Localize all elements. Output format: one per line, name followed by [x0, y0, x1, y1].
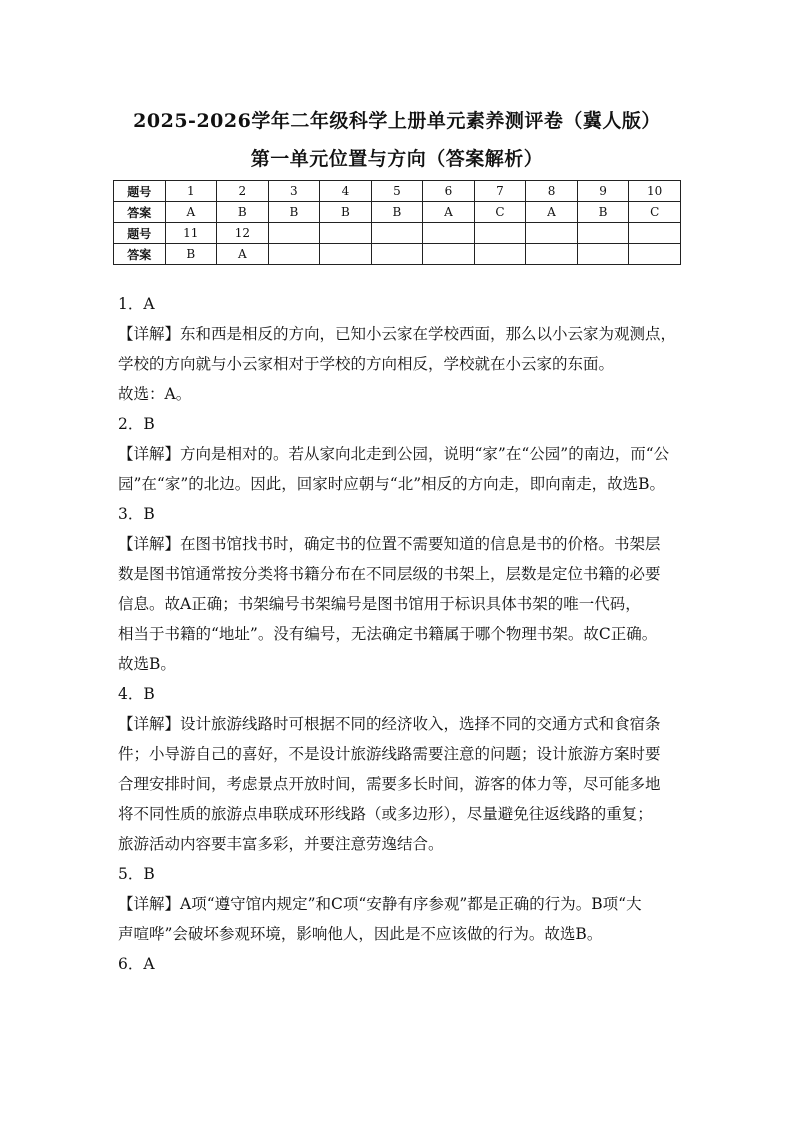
table-cell: 9: [577, 181, 629, 202]
table-cell: 1: [165, 181, 217, 202]
table-row: [114, 223, 681, 244]
table-cell: [371, 223, 423, 244]
explanation-line: 【详解】方向是相对的。若从家向北走到公园，说明“家”在“公园”的南边，而“公: [118, 445, 670, 463]
table-row: [114, 202, 681, 223]
table-cell: [526, 244, 578, 265]
table-cell: [423, 244, 475, 265]
explanation-line: 件；小导游自己的喜好，不是设计旅游线路需要注意的问题；设计旅游方案时要: [118, 745, 661, 763]
table-cell: 7: [474, 181, 526, 202]
explanation-line: 合理安排时间，考虑景点开放时间，需要多长时间，游客的体力等，尽可能多地: [118, 775, 661, 793]
table-cell: [526, 223, 578, 244]
table-cell: [268, 244, 320, 265]
table-cell: 题号: [114, 223, 166, 244]
question-number: 5．B: [118, 865, 155, 883]
question-number: 2．B: [118, 415, 155, 433]
explanation-line: 将不同性质的旅游点串联成环形线路（或多边形），尽量避免往返线路的重复；: [118, 805, 653, 823]
table-cell: 12: [217, 223, 269, 244]
table-cell: A: [217, 244, 269, 265]
explanation-line: 【详解】设计旅游线路时可根据不同的经济收入，选择不同的交通方式和食宿条: [118, 715, 661, 733]
table-cell: B: [577, 202, 629, 223]
table-cell: 6: [423, 181, 475, 202]
question-number: 1．A: [118, 295, 155, 313]
table-cell: B: [268, 202, 320, 223]
table-cell: [577, 223, 629, 244]
document-subtitle: 第一单元位置与方向（答案解析）: [250, 148, 544, 170]
explanation-line: 旅游活动内容要丰富多彩，并要注意劳逸结合。: [118, 835, 444, 853]
explanation-line: 【详解】在图书馆找书时，确定书的位置不需要知道的信息是书的价格。书架层: [118, 535, 661, 553]
table-cell: [474, 223, 526, 244]
table-cell: [320, 223, 372, 244]
table-row: [114, 244, 681, 265]
table-cell: 3: [268, 181, 320, 202]
question-number: 3．B: [118, 505, 155, 523]
table-cell: B: [371, 202, 423, 223]
explanation-line: 【详解】A项“遵守馆内规定”和C项“安静有序参观”都是正确的行为。B项“大: [118, 895, 642, 913]
table-row: [114, 181, 681, 202]
explanation-line: 相当于书籍的“地址”。没有编号，无法确定书籍属于哪个物理书架。故C正确。: [118, 625, 658, 643]
document-title: 2025-2026学年二年级科学上册单元素养测评卷（冀人版）: [133, 110, 661, 132]
explanation-line: 学校的方向就与小云家相对于学校的方向相反，学校就在小云家的东面。: [118, 355, 615, 373]
table-cell: A: [165, 202, 217, 223]
table-cell: [371, 244, 423, 265]
table-cell: 题号: [114, 181, 166, 202]
explanation-line: 数是图书馆通常按分类将书籍分布在不同层级的书架上，层数是定位书籍的必要: [118, 565, 661, 583]
explanation-line: 故选：A。: [118, 385, 192, 403]
table-cell: [320, 244, 372, 265]
explanation-line: 园”在“家”的北边。因此，回家时应朝与“北”相反的方向走，即向南走，故选B。: [118, 475, 666, 493]
table-cell: A: [526, 202, 578, 223]
table-cell: A: [423, 202, 475, 223]
table-cell: 答案: [114, 202, 166, 223]
table-cell: 8: [526, 181, 578, 202]
table-cell: 2: [217, 181, 269, 202]
table-cell: [629, 223, 681, 244]
answer-explanations: [118, 289, 688, 979]
table-cell: C: [474, 202, 526, 223]
table-cell: 5: [371, 181, 423, 202]
question-number: 6．A: [118, 955, 155, 973]
answer-table: [113, 180, 681, 265]
explanation-line: 声喧哗”会破坏参观环境，影响他人，因此是不应该做的行为。故选B。: [118, 925, 603, 943]
table-cell: [629, 244, 681, 265]
table-cell: B: [320, 202, 372, 223]
table-cell: [577, 244, 629, 265]
table-cell: 10: [629, 181, 681, 202]
table-cell: C: [629, 202, 681, 223]
explanation-line: 信息。故A正确；书架编号书架编号是图书馆用于标识具体书架的唯一代码，: [118, 595, 641, 613]
table-cell: [423, 223, 475, 244]
table-cell: 11: [165, 223, 217, 244]
table-cell: 答案: [114, 244, 166, 265]
table-cell: [474, 244, 526, 265]
table-cell: B: [217, 202, 269, 223]
explanation-line: 故选B。: [118, 655, 176, 673]
table-cell: [268, 223, 320, 244]
table-cell: 4: [320, 181, 372, 202]
question-number: 4．B: [118, 685, 155, 703]
explanation-line: 【详解】东和西是相反的方向，已知小云家在学校西面，那么以小云家为观测点，: [118, 325, 677, 343]
table-cell: B: [165, 244, 217, 265]
